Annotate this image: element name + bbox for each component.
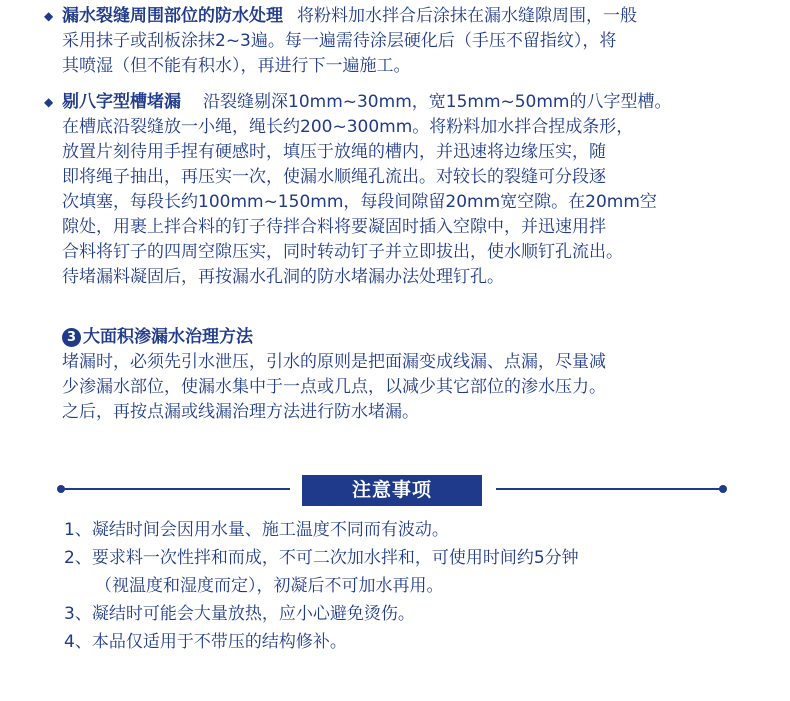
note-item: 1、凝结时间会因用水量、施工温度不同而有波动。 bbox=[64, 520, 449, 540]
paragraph-line: 待堵漏料凝固后，再按漏水孔洞的防水堵漏办法处理钉孔。 bbox=[62, 267, 504, 287]
v-groove-plugging-section bbox=[62, 90, 762, 290]
paragraph-line: 少渗漏水部位，使漏水集中于一点或几点，以减少其它部位的渗水压力。 bbox=[62, 377, 606, 397]
diamond-bullet-icon: ◆ bbox=[44, 9, 54, 23]
paragraph-line: 即将绳子抽出，再压实一次，使漏水顺绳孔流出。对较长的裂缝可分段逐 bbox=[62, 167, 606, 187]
paragraph-line: 合料将钉子的四周空隙压实，同时转动钉子并立即拔出，使水顺钉孔流出。 bbox=[62, 242, 623, 262]
note-item: 2、要求料一次性拌和而成，不可二次加水拌和，可使用时间约5分钟 bbox=[64, 548, 579, 568]
notes-list bbox=[64, 516, 764, 656]
paragraph-line: 采用抹子或刮板涂抹2~3遍。每一遍需待涂层硬化后（手压不留指纹），将 bbox=[62, 31, 617, 51]
section-title: 大面积渗漏水治理方法 bbox=[83, 327, 253, 347]
paragraph-line: 在槽底沿裂缝放一小绳，绳长约200~300mm。将粉料加水拌合捏成条形， bbox=[62, 117, 634, 137]
paragraph-line: 其喷湿（但不能有积水），再进行下一遍施工。 bbox=[62, 56, 411, 76]
note-item: 4、本品仅适用于不带压的结构修补。 bbox=[64, 632, 347, 652]
paragraph-line: 沿裂缝剔深10mm~30mm，宽15mm~50mm的八字型槽。 bbox=[203, 92, 672, 112]
paragraph-line: 将粉料加水拌合后涂抹在漏水缝隙周围，一般 bbox=[297, 6, 637, 26]
section-title: 漏水裂缝周围部位的防水处理 bbox=[62, 6, 283, 26]
circled-number-icon: 3 bbox=[62, 328, 81, 347]
divider-dot-right bbox=[719, 485, 727, 493]
divider-line-right bbox=[496, 488, 723, 490]
paragraph-line: 放置片刻待用手捏有硬感时，填压于放绳的槽内，并迅速将边缘压实，随 bbox=[62, 142, 606, 162]
notes-heading: 注意事项 bbox=[302, 475, 482, 506]
divider-line-left bbox=[61, 488, 290, 490]
note-item-continuation: （视温度和湿度而定），初凝后不可加水再用。 bbox=[95, 576, 444, 596]
paragraph-line: 隙处，用裹上拌合料的钉子待拌合料将要凝固时插入空隙中，并迅速用拌 bbox=[62, 217, 606, 237]
large-area-seepage-section bbox=[62, 325, 762, 425]
paragraph-line: 之后，再按点漏或线漏治理方法进行防水堵漏。 bbox=[62, 402, 419, 422]
section-title: 剔八字型槽堵漏 bbox=[62, 92, 181, 112]
note-item: 3、凝结时可能会大量放热，应小心避免烫伤。 bbox=[64, 604, 415, 624]
diamond-bullet-icon: ◆ bbox=[44, 95, 54, 109]
crack-surrounding-waterproofing-section bbox=[62, 4, 762, 79]
paragraph-line: 堵漏时，必须先引水泄压，引水的原则是把面漏变成线漏、点漏，尽量减 bbox=[62, 352, 606, 372]
paragraph-line: 次填塞，每段长约100mm~150mm，每段间隙留20mm宽空隙。在20mm空 bbox=[62, 192, 657, 212]
